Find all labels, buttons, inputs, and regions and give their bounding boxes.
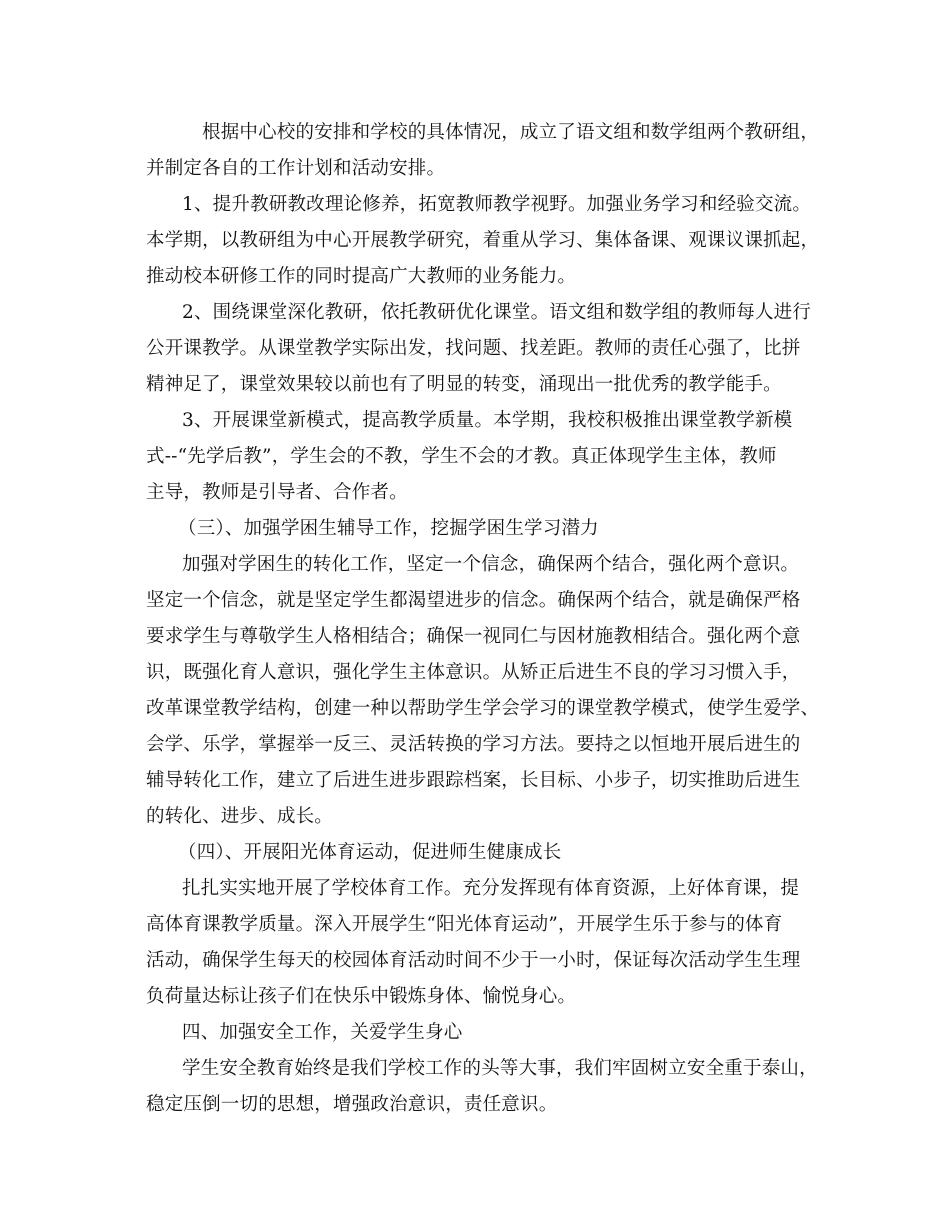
section-heading: （三）、加强学困生辅导工作，挖掘学困生学习潜力 [178,518,599,539]
text-line: 本学期，以教研组为中心开展教学研究，着重从学习、集体备课、观课议课抓起， [146,230,820,251]
text-line: 式--“先学后教”，学生会的不教，学生不会的才教。真正体现学生主体，教师 [146,446,777,467]
text-line: 会学、乐学，掌握举一反三、灵活转换的学习方法。要持之以恒地开展后进生的 [146,734,801,755]
text-line: 坚定一个信念，就是坚定学生都渴望进步的信念。确保两个结合，就是确保严格 [146,590,801,611]
text-line: 学生安全教育始终是我们学校工作的头等大事，我们牢固树立安全重于泰山， [182,1058,818,1079]
text-line: 3、开展课堂新模式，提高教学质量。本学期，我校积极推出课堂教学新模 [182,410,793,431]
text-line: 识，既强化育人意识，强化学生主体意识。从矫正后进生不良的学习习惯入手， [146,662,801,683]
text-line: 并制定各自的工作计划和活动安排。 [146,158,446,179]
text-line: 主导，教师是引导者、合作者。 [146,482,408,503]
text-line: 2、围绕课堂深化教研，依托教研优化课堂。语文组和数学组的教师每人进行 [182,302,812,323]
text-line: 改革课堂教学结构，创建一种以帮助学生学会学习的课堂教学模式，使学生爱学、 [146,698,820,719]
section-heading: 四、加强安全工作，关爱学生身心 [182,1022,463,1043]
text-line: 负荷量达标让孩子们在快乐中锻炼身体、愉悦身心。 [146,986,577,1007]
text-line: 加强对学困生的转化工作，坚定一个信念，确保两个结合，强化两个意识。 [182,554,800,575]
text-line: 高体育课教学质量。深入开展学生“阳光体育运动”，开展学生乐于参与的体育 [146,914,783,935]
section-heading: （四）、开展阳光体育运动，促进师生健康成长 [178,842,562,863]
text-line: 活动，确保学生每天的校园体育活动时间不少于一小时，保证每次活动学生生理 [146,950,801,971]
text-line: 推动校本研修工作的同时提高广大教师的业务能力。 [146,266,577,287]
text-line: 公开课教学。从课堂教学实际出发，找问题、找差距。教师的责任心强了，比拼 [146,338,801,359]
text-line: 根据中心校的安排和学校的具体情况，成立了语文组和数学组两个教研组， [202,122,820,143]
text-line: 辅导转化工作，建立了后进生进步跟踪档案，长目标、小步子，切实推助后进生 [146,770,801,791]
text-line: 的转化、进步、成长。 [146,806,334,827]
text-line: 精神足了，课堂效果较以前也有了明显的转变，涌现出一批优秀的教学能手。 [146,374,782,395]
text-line: 要求学生与尊敬学生人格相结合；确保一视同仁与因材施教相结合。强化两个意 [146,626,801,647]
text-line: 稳定压倒一切的思想，增强政治意识，责任意识。 [146,1094,558,1115]
text-line: 扎扎实实地开展了学校体育工作。充分发挥现有体育资源，上好体育课，提 [182,878,800,899]
text-line: 1、提升教研教改理论修养，拓宽教师教学视野。加强业务学习和经验交流。 [182,194,812,215]
